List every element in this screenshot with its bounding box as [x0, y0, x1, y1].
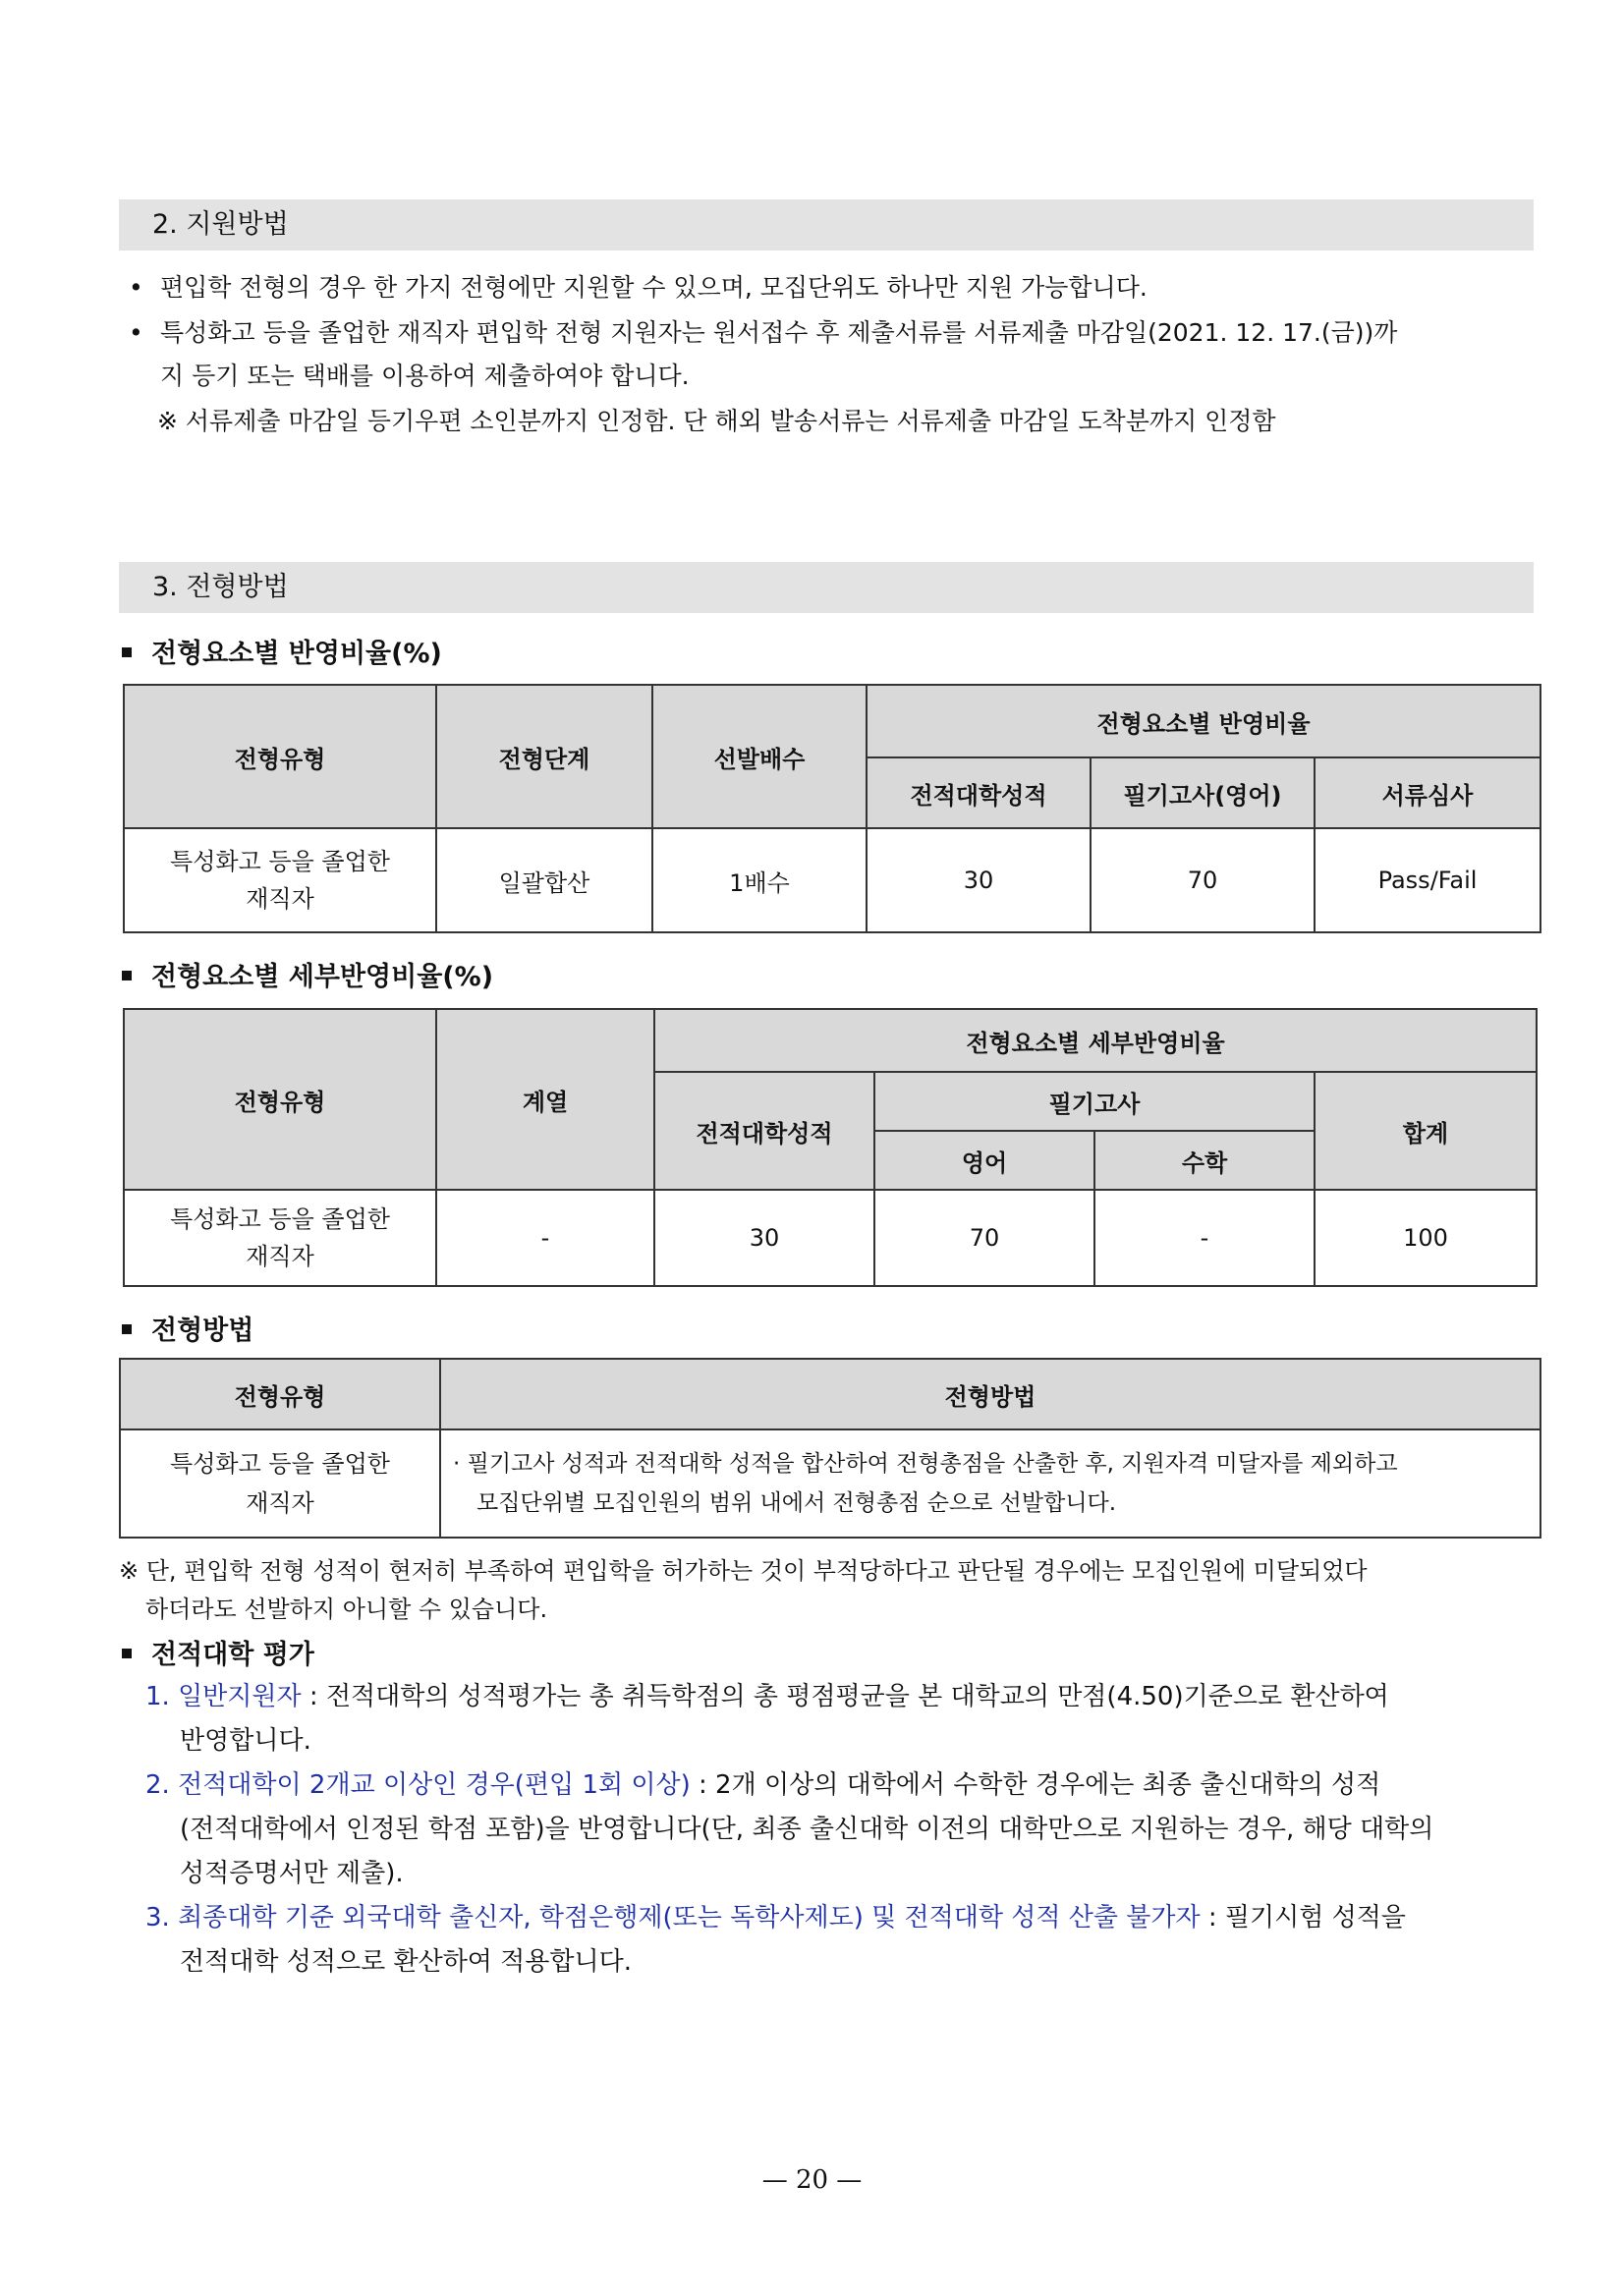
header-type: 전형유형 — [124, 685, 436, 828]
header-stage: 전형단계 — [436, 685, 652, 828]
bullet-1: • 편입학 전형의 경우 한 가지 전형에만 지원할 수 있으며, 모집단위도 하나만 지원 가능합니다. — [129, 267, 1148, 308]
header-detail-group: 전형요소별 세부반영비율 — [654, 1009, 1537, 1072]
header-type: 전형유형 — [124, 1009, 436, 1190]
cell-multiple: 1배수 — [652, 828, 867, 932]
cell-college-grade: 30 — [654, 1190, 874, 1286]
section-3-title: 3. 전형방법 — [119, 562, 1534, 613]
header-document-review: 서류심사 — [1315, 757, 1540, 828]
cell-type: 특성화고 등을 졸업한 재직자 — [120, 1429, 440, 1538]
method-table — [119, 1358, 1541, 1539]
bullet-icon: • — [129, 273, 143, 302]
page-number: — 20 — — [761, 2165, 863, 2195]
subheading-detail-ratio: 전형요소별 세부반영비율(%) — [122, 955, 493, 993]
eval-item-1-continued: 반영합니다. — [180, 1726, 311, 1756]
header-method: 전형방법 — [440, 1359, 1540, 1429]
cell-english: 70 — [874, 1190, 1094, 1286]
eval-item-3-continued: 전적대학 성적으로 환산하여 적용합니다. — [180, 1947, 633, 1977]
cell-written-exam: 70 — [1091, 828, 1315, 932]
bullet-icon: • — [129, 318, 143, 347]
header-english: 영어 — [874, 1131, 1094, 1190]
cell-method: · 필기고사 성적과 전적대학 성적을 합산하여 전형총점을 산출한 후, 지원자격 미달자를 제외하고 모집단위별 모집인원의 범위 내에서 전형총점 순으로 선발합니다. — [440, 1429, 1540, 1538]
table-row — [124, 828, 1540, 932]
square-bullet-icon — [122, 647, 132, 657]
bullet-2-continued: 지 등기 또는 택배를 이용하여 제출하여야 합니다. — [160, 362, 690, 390]
header-written-exam: 필기고사(영어) — [1091, 757, 1315, 828]
cell-type: 특성화고 등을 졸업한 재직자 — [124, 1190, 436, 1286]
cell-total: 100 — [1315, 1190, 1537, 1286]
header-college-grade: 전적대학성적 — [654, 1072, 874, 1190]
cell-track: - — [436, 1190, 654, 1286]
cell-stage: 일괄합산 — [436, 828, 652, 932]
header-total: 합계 — [1315, 1072, 1537, 1190]
eval-item-2-continued: (전적대학에서 인정된 학점 포함)을 반영합니다(단, 최종 출신대학 이전의 대학만으로 지원하는 경우, 해당 대학의 — [180, 1815, 1434, 1844]
square-bullet-icon — [122, 971, 132, 980]
detail-ratio-table — [123, 1008, 1538, 1287]
bullet-2: • 특성화고 등을 졸업한 재직자 편입학 전형 지원자는 원서접수 후 제출서류를 서류제출 마감일(2021. 12. 17.(금))까 — [129, 312, 1397, 354]
subheading-method: 전형방법 — [122, 1309, 253, 1347]
header-track: 계열 — [436, 1009, 654, 1190]
header-type: 전형유형 — [120, 1359, 440, 1429]
square-bullet-icon — [122, 1324, 132, 1334]
square-bullet-icon — [122, 1649, 132, 1658]
cell-college-grade: 30 — [867, 828, 1091, 932]
section-2-note: ※ 서류제출 마감일 등기우편 소인분까지 인정함. 단 해외 발송서류는 서류제출 마감일 도착분까지 인정함 — [157, 407, 1276, 435]
header-multiple: 선발배수 — [652, 685, 867, 828]
eval-item-2-continued-2: 성적증명서만 제출). — [180, 1859, 404, 1888]
disclaimer-line-2: 하더라도 선발하지 아니할 수 있습니다. — [145, 1596, 548, 1623]
ratio-table — [123, 684, 1541, 933]
cell-type: 특성화고 등을 졸업한 재직자 — [124, 828, 436, 932]
table-row — [120, 1429, 1540, 1538]
subheading-college-evaluation: 전적대학 평가 — [122, 1633, 314, 1671]
disclaimer-line-1: ※ 단, 편입학 전형 성적이 현저히 부족하여 편입학을 허가하는 것이 부적당하다고 판단될 경우에는 모집인원에 미달되었다 — [119, 1557, 1368, 1585]
header-written-exam: 필기고사 — [874, 1072, 1315, 1131]
section-2-title: 2. 지원방법 — [119, 199, 1534, 251]
eval-item-1: 1. 일반지원자 : 전적대학의 성적평가는 총 취득학점의 총 평점평균을 본 대학교의 만점(4.50)기준으로 환산하여 — [145, 1682, 1389, 1711]
cell-document-review: Pass/Fail — [1315, 828, 1540, 932]
header-math: 수학 — [1094, 1131, 1315, 1190]
cell-math: - — [1094, 1190, 1315, 1286]
table-row — [124, 1190, 1537, 1286]
header-college-grade: 전적대학성적 — [867, 757, 1091, 828]
subheading-ratio: 전형요소별 반영비율(%) — [122, 632, 442, 670]
header-ratio-group: 전형요소별 반영비율 — [867, 685, 1540, 757]
eval-item-3: 3. 최종대학 기준 외국대학 출신자, 학점은행제(또는 독학사제도) 및 전적대학 성적 산출 불가자 : 필기시험 성적을 — [145, 1903, 1406, 1932]
eval-item-2: 2. 전적대학이 2개교 이상인 경우(편입 1회 이상) : 2개 이상의 대학에서 수학한 경우에는 최종 출신대학의 성적 — [145, 1770, 1381, 1800]
